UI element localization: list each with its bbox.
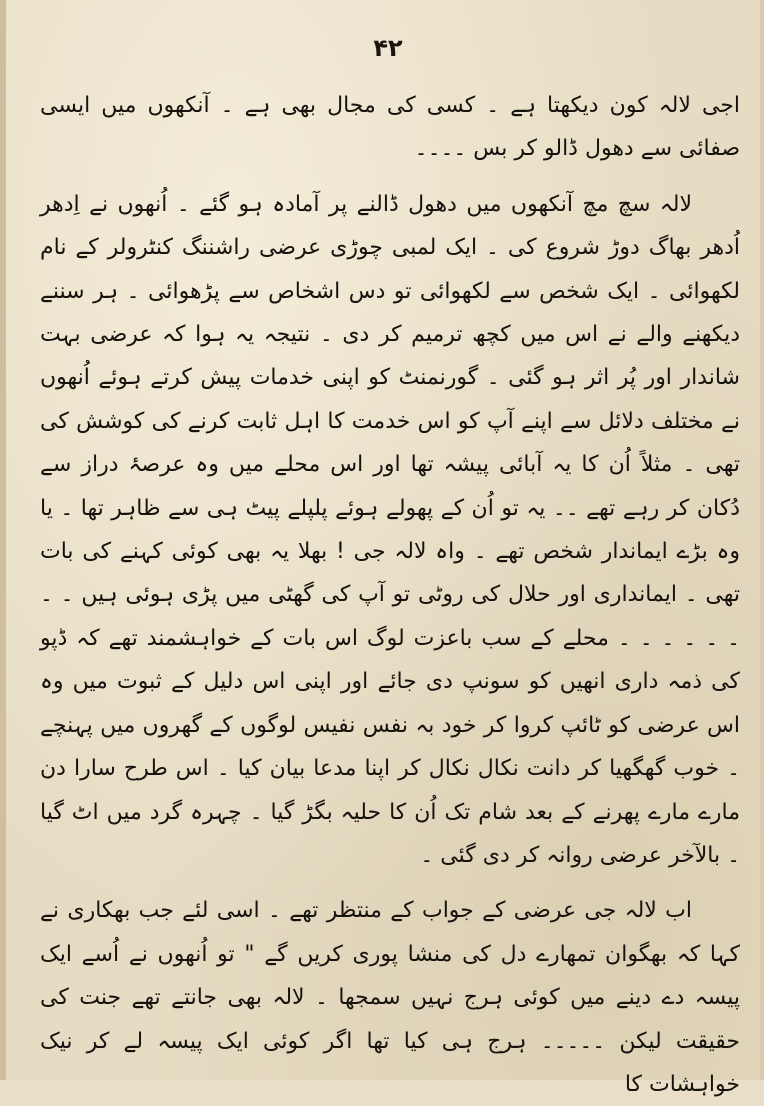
paragraph-gap bbox=[40, 171, 740, 183]
paragraph-3: اب لالہ جی عرضی کے جواب کے منتظر تھے ۔ اسی لئے جب بھکاری نے کہا کہ بھگوان تمھارے دل کی منشا پوری کریں گے " تو اُنھوں نے اُسے ایک پیسہ دے دینے میں کوئی ہرج نہیں سمجھا ۔ لالہ بھی جانتے تھے جنت کی حقیقت لیکن ۔۔۔۔۔ ہرج ہی کیا تھا اگر کوئی ایک پیسہ لے کر نیک خواہشات کا bbox=[40, 898, 740, 1097]
page-body bbox=[40, 84, 740, 1106]
paragraph-2: لالہ سچ مچ آنکھوں میں دھول ڈالنے پر آمادہ ہو گئے ۔ اُنھوں نے اِدھر اُدھر بھاگ دوڑ شروع کی ۔ ایک لمبی چوڑی عرضی راشننگ کنٹرولر کے نام لکھوائی ۔ ایک شخص سے لکھوائی تو دس اشخاص سے پڑھوائی ۔ ہر سننے دیکھنے والے نے اس میں کچھ ترمیم کر دی ۔ نتیجہ یہ ہوا کہ عرضی بہت شاندار اور پُر اثر ہو گئی ۔ گورنمنٹ کو اپنی خدمات پیش کرتے ہوئے اُنھوں نے مختلف دلائل سے اپنے آپ کو اس خدمت کا اہل ثابت کرنے کی کوشش کی تھی ۔ مثلاً اُن کا یہ آبائی پیشہ تھا اور اس محلے میں وہ عرصۂ دراز سے دُکان کر رہے تھے ۔۔ یہ تو اُن کے پھولے ہوئے پلپلے پیٹ ہی سے ظاہر تھا ۔ یا وہ بڑے ایماندار شخص تھے ۔ واہ لالہ جی ! بھلا یہ بھی کوئی کہنے کی بات تھی ۔ ایمانداری اور حلال کی روٹی تو آپ کی گھٹی میں پڑی ہوئی ہیں ۔ ۔ ۔ ۔ ۔ ۔ ۔ ۔ محلے کے سب باعزت لوگ اس بات کے خواہشمند تھے کہ ڈپو کی ذمہ داری انھیں کو سونپ دی جائے اور اپنی اس دلیل کے ثبوت میں وہ اس عرضی کو ٹائپ کروا کر خود بہ نفس نفیس لوگوں کے گھروں میں پہنچے ۔ خوب گھگھیا کر دانت نکال نکال کر اپنا مدعا بیان کیا ۔ اس طرح سارا دن مارے مارے پھرنے کے بعد شام تک اُن کا حلیہ بگڑ گیا ۔ چہرہ گرد میں اٹ گیا ۔ بالآخر عرضی روانہ کر دی گئی ۔ bbox=[40, 191, 740, 868]
paragraph-gap bbox=[40, 877, 740, 889]
page-number: ۴۲ bbox=[373, 34, 403, 62]
paragraph-1: اجی لالہ کون دیکھتا ہے ۔ کسی کی مجال بھی ہے ۔ آنکھوں میں ایسی صفائی سے دھول ڈالو کر بس ۔۔۔۔ bbox=[40, 93, 740, 162]
